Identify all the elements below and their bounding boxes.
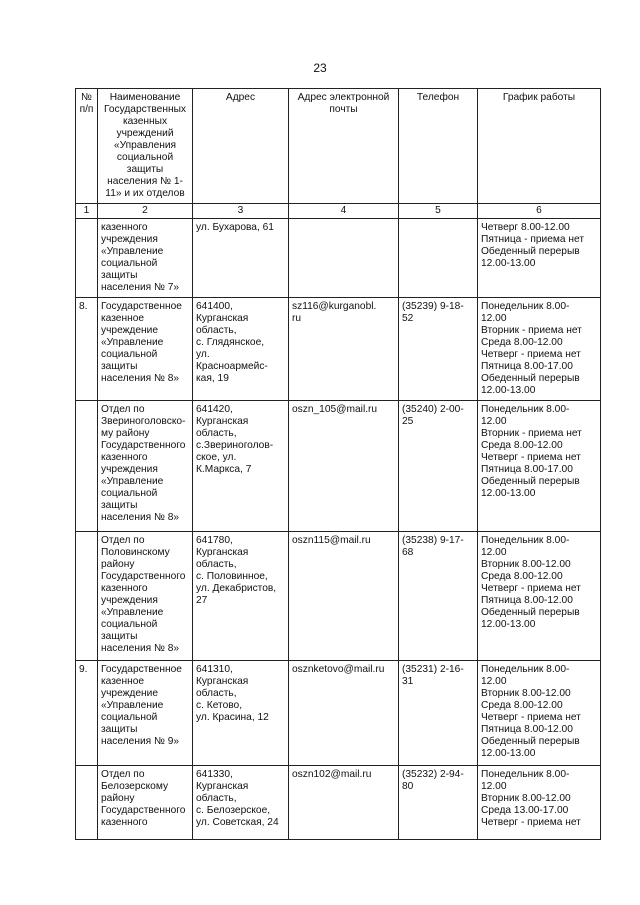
header-name: Наименование Государственных казенных учреждений «Управления социальной защиты населения № 1- 11» и их отделов [98,89,193,204]
institution-name: Отдел по Звериноголовско- му району Государственного казенного учреждения «Управление социальной защиты населения № 8» [98,401,193,532]
header-schedule: График работы [478,89,601,204]
institution-schedule: Понедельник 8.00- 12.00 Вторник - приема нет Среда 8.00-12.00 Четверг - приема нет Пятница 8.00-17.00 Обеденный перерыв 12.00-13.00 [478,401,601,532]
header-number: № п/п [76,89,98,204]
institution-phone: (35240) 2-00- 25 [399,401,478,532]
institution-name: Государственное казенное учреждение «Управление социальной защиты населения № 8» [98,298,193,401]
column-number: 1 [76,204,98,219]
institution-email: oszn_105@mail.ru [289,401,399,532]
table-row [76,401,601,532]
institution-address: ул. Бухарова, 61 [193,219,289,298]
institution-phone: (35238) 9-17- 68 [399,532,478,661]
institution-email: osznketovo@mail.ru [289,661,399,766]
institution-address: 641420, Курганская область, с.Звериноголов- ское, ул. К.Маркса, 7 [193,401,289,532]
table-row [76,219,601,298]
institution-schedule: Понедельник 8.00- 12.00 Вторник 8.00-12.00 Среда 13.00-17.00 Четверг - приема нет [478,766,601,840]
institutions-table [75,88,601,840]
row-number [76,401,98,532]
institution-name: Государственное казенное учреждение «Управление социальной защиты населения № 9» [98,661,193,766]
institution-email: sz116@kurganobl. ru [289,298,399,401]
column-number-row [76,204,601,219]
table-row [76,532,601,661]
column-number: 5 [399,204,478,219]
row-number [76,532,98,661]
institution-address: 641310, Курганская область, с. Кетово, ул. Красина, 12 [193,661,289,766]
column-number: 2 [98,204,193,219]
table-row [76,661,601,766]
institution-schedule: Понедельник 8.00- 12.00 Вторник 8.00-12.00 Среда 8.00-12.00 Четверг - приема нет Пятница 8.00-12.00 Обеденный перерыв 12.00-13.00 [478,661,601,766]
institution-phone: (35239) 9-18- 52 [399,298,478,401]
institution-address: 641330, Курганская область, с. Белозерское, ул. Советская, 24 [193,766,289,840]
institution-phone [399,219,478,298]
row-number: 8. [76,298,98,401]
column-number: 4 [289,204,399,219]
institution-email: oszn102@mail.ru [289,766,399,840]
row-number: 9. [76,661,98,766]
institution-schedule: Понедельник 8.00- 12.00 Вторник - приема нет Среда 8.00-12.00 Четверг - приема нет Пятница 8.00-17.00 Обеденный перерыв 12.00-13.00 [478,298,601,401]
header-address: Адрес [193,89,289,204]
row-number [76,766,98,840]
institution-address: 641780, Курганская область, с. Половинное, ул. Декабристов, 27 [193,532,289,661]
table-row [76,766,601,840]
institution-phone: (35232) 2-94- 80 [399,766,478,840]
column-number: 6 [478,204,601,219]
table-row [76,298,601,401]
page-number: 23 [313,61,327,75]
table-header-row [76,89,601,204]
row-number [76,219,98,298]
header-phone: Телефон [399,89,478,204]
column-number: 3 [193,204,289,219]
institution-name: Отдел по Белозерскому району Государственного казенного [98,766,193,840]
header-email: Адрес электронной почты [289,89,399,204]
institution-schedule: Четверг 8.00-12.00 Пятница - приема нет Обеденный перерыв 12.00-13.00 [478,219,601,298]
institution-phone: (35231) 2-16- 31 [399,661,478,766]
institution-schedule: Понедельник 8.00- 12.00 Вторник 8.00-12.00 Среда 8.00-12.00 Четверг - приема нет Пятница 8.00-12.00 Обеденный перерыв 12.00-13.00 [478,532,601,661]
institution-name: казенного учреждения «Управление социальной защиты населения № 7» [98,219,193,298]
institution-email [289,219,399,298]
institution-address: 641400, Курганская область, с. Глядянское, ул. Красноармейс- кая, 19 [193,298,289,401]
institution-email: oszn115@mail.ru [289,532,399,661]
institution-name: Отдел по Половинскому району Государственного казенного учреждения «Управление социальной защиты населения № 8» [98,532,193,661]
